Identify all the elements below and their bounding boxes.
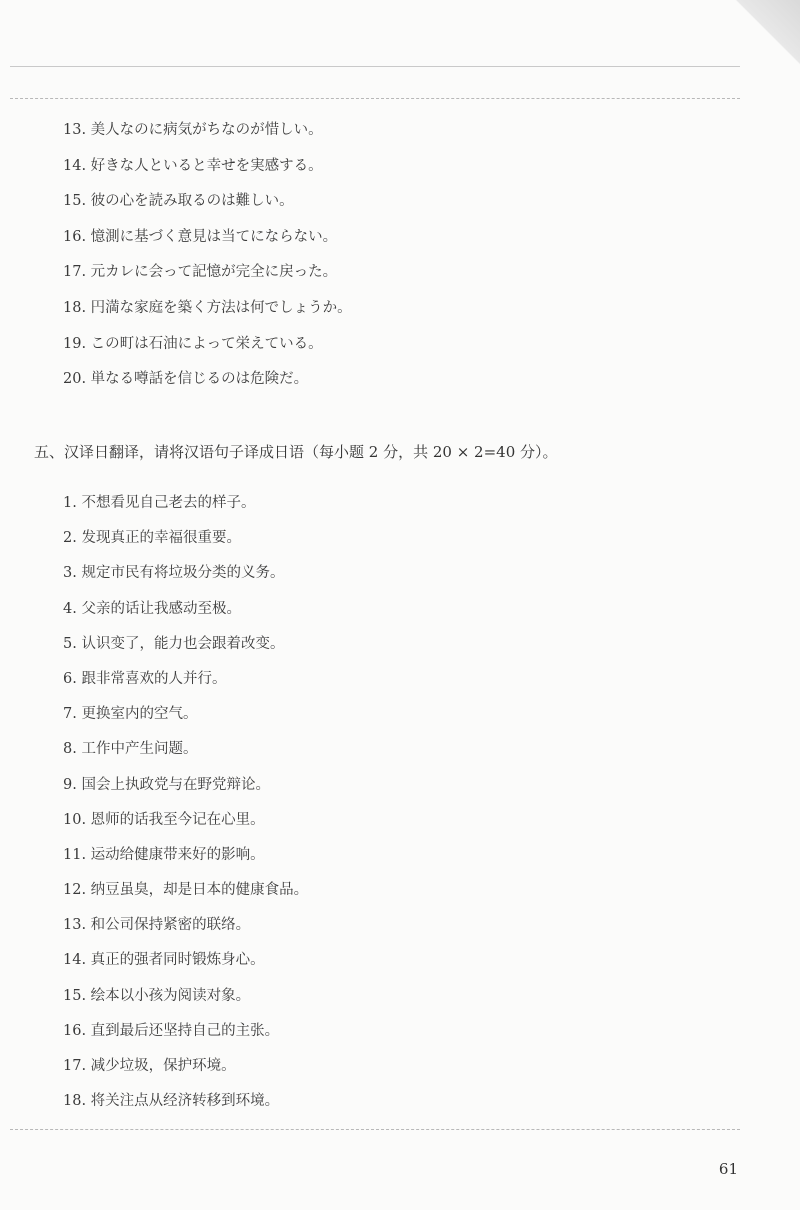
page-number: 61	[718, 1160, 738, 1178]
list-item: 16. 憶測に基づく意見は当てにならない。	[63, 228, 338, 245]
list-item: 2. 发现真正的幸福很重要。	[63, 530, 241, 547]
list-item: 12. 纳豆虽臭，却是日本的健康食品。	[63, 882, 309, 899]
list-item: 18. 円満な家庭を築く方法は何でしょうか。	[63, 299, 352, 316]
list-item: 17. 减少垃圾，保护环境。	[63, 1058, 236, 1074]
list-item: 17. 元カレに会って記憶が完全に戻った。	[63, 264, 338, 281]
list-item: 1. 不想看见自己老去的样子。	[63, 495, 256, 511]
list-item: 19. この町は石油によって栄えている。	[63, 335, 323, 352]
list-item: 10. 恩师的话我至今记在心里。	[63, 811, 265, 828]
list-item: 14. 真正的强者同时锻炼身心。	[63, 952, 265, 969]
section-five-heading: 五、汉译日翻译，请将汉语句子译成日语（每小题 2 分，共 20 × 2=40 分）。	[34, 443, 558, 461]
list-item: 13. 和公司保持紧密的联络。	[63, 917, 251, 934]
list-item: 15. 绘本以小孩为阅读对象。	[63, 987, 251, 1004]
list-item: 13. 美人なのに病気がちなのが惜しい。	[63, 122, 323, 138]
list-item: 14. 好きな人といると幸せを実感する。	[63, 157, 323, 174]
header-rule	[10, 66, 740, 67]
list-item: 5. 认识变了，能力也会跟着改变。	[63, 635, 285, 652]
list-item: 8. 工作中产生问题。	[63, 741, 198, 758]
list-item: 18. 将关注点从经济转移到环境。	[63, 1093, 280, 1110]
list-item: 15. 彼の心を読み取るのは難しい。	[63, 193, 294, 210]
list-item: 3. 规定市民有将垃圾分类的义务。	[63, 565, 285, 582]
footer-dotted-rule	[10, 1129, 740, 1130]
list-item: 6. 跟非常喜欢的人并行。	[63, 670, 227, 687]
list-item: 16. 直到最后还坚持自己的主张。	[63, 1022, 280, 1039]
list-item: 9. 国会上执政党与在野党辩论。	[63, 776, 270, 793]
list-item: 4. 父亲的话让我感动至极。	[63, 600, 241, 617]
list-item: 7. 更换室内的空气。	[63, 706, 198, 723]
page-corner-fold	[710, 0, 800, 90]
section-five-list	[63, 491, 308, 1124]
list-item: 11. 运动给健康带来好的影响。	[63, 846, 265, 863]
exercise-four-list	[63, 118, 352, 403]
list-item: 20. 単なる噂話を信じるのは危険だ。	[63, 371, 309, 388]
header-dotted-rule	[10, 98, 740, 99]
